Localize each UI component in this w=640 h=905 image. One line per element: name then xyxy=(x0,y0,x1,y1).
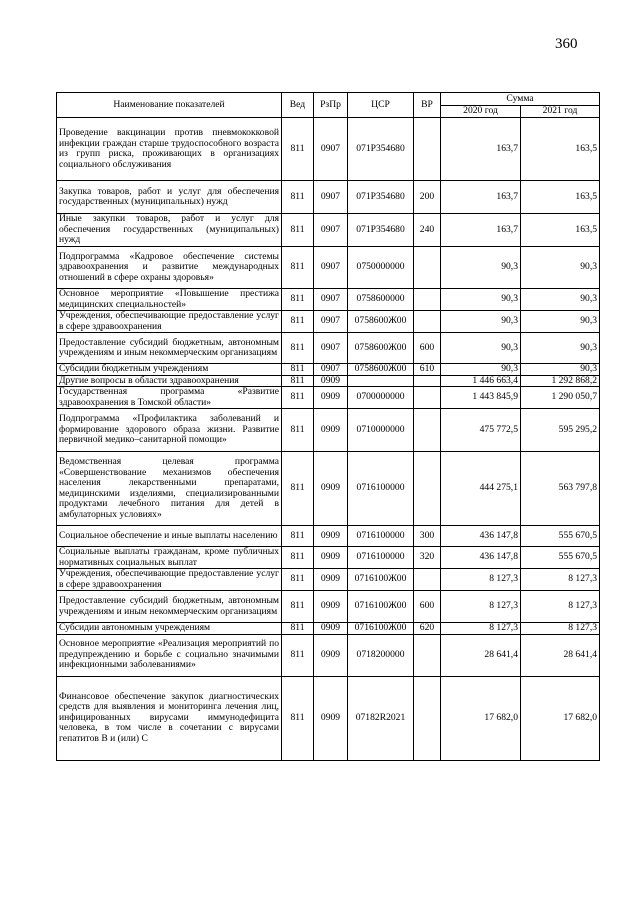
cell-2020: 90,3 xyxy=(441,333,521,364)
cell-2020: 8 127,3 xyxy=(441,591,521,623)
cell-name: Иные закупки товаров, работ и услуг для обеспечения государственных (муниципальных) нужд xyxy=(57,214,282,247)
cell-vr: 300 xyxy=(414,526,441,547)
cell-ved: 811 xyxy=(282,526,314,547)
cell-2021: 8 127,3 xyxy=(521,591,600,623)
cell-2020: 475 772,5 xyxy=(441,409,521,452)
cell-2020: 163,7 xyxy=(441,118,521,181)
cell-2021: 1 292 868,2 xyxy=(521,375,600,387)
table-row xyxy=(57,214,600,247)
cell-rzpr: 0907 xyxy=(314,364,348,376)
cell-vr xyxy=(414,375,441,387)
table-row xyxy=(57,452,600,526)
cell-name: Основное мероприятие «Повышение престижа медицинских специальностей» xyxy=(57,289,282,311)
cell-rzpr: 0907 xyxy=(314,214,348,247)
cell-name: Подпрограмма «Кадровое обеспечение системы здравоохранения и развитие международных отношений в сфере охраны здоровья» xyxy=(57,247,282,289)
cell-vr xyxy=(414,634,441,676)
cell-csr: 0716100000 xyxy=(348,547,414,569)
header-2021: 2021 год xyxy=(521,106,600,118)
table-row xyxy=(57,118,600,181)
table-row xyxy=(57,181,600,214)
header-rzpr: РзПр xyxy=(314,93,348,118)
cell-name: Закупка товаров, работ и услуг для обеспечения государственных (муниципальных) нужд xyxy=(57,181,282,214)
cell-vr xyxy=(414,289,441,311)
cell-vr xyxy=(414,676,441,760)
table-body xyxy=(57,118,600,761)
cell-name: Подпрограмма «Профилактика заболеваний и формирование здорового образа жизни. Развитие первичной медико–санитарной помощи» xyxy=(57,409,282,452)
cell-rzpr: 0909 xyxy=(314,591,348,623)
cell-csr: 0716100Ж00 xyxy=(348,623,414,635)
cell-ved: 811 xyxy=(282,289,314,311)
cell-rzpr: 0909 xyxy=(314,387,348,409)
cell-rzpr: 0909 xyxy=(314,676,348,760)
cell-2020: 163,7 xyxy=(441,181,521,214)
cell-csr: 0718200000 xyxy=(348,634,414,676)
cell-csr: 07182R2021 xyxy=(348,676,414,760)
table-row xyxy=(57,409,600,452)
table-row xyxy=(57,247,600,289)
cell-name: Социальные выплаты гражданам, кроме публичных нормативных социальных выплат xyxy=(57,547,282,569)
cell-vr: 320 xyxy=(414,547,441,569)
cell-csr: 0716100Ж00 xyxy=(348,569,414,591)
cell-name: Основное мероприятие «Реализация мероприятий по предупреждению и борьбе с социально значимыми инфекционными заболеваниями» xyxy=(57,634,282,676)
table-row xyxy=(57,634,600,676)
cell-ved: 811 xyxy=(282,247,314,289)
cell-vr: 240 xyxy=(414,214,441,247)
cell-rzpr: 0909 xyxy=(314,547,348,569)
header-2020: 2020 год xyxy=(441,106,521,118)
cell-2021: 90,3 xyxy=(521,364,600,376)
cell-rzpr: 0907 xyxy=(314,333,348,364)
cell-rzpr: 0909 xyxy=(314,452,348,526)
cell-csr: 0758600000 xyxy=(348,289,414,311)
cell-rzpr: 0907 xyxy=(314,311,348,333)
cell-ved: 811 xyxy=(282,409,314,452)
cell-ved: 811 xyxy=(282,311,314,333)
cell-2021: 563 797,8 xyxy=(521,452,600,526)
cell-vr xyxy=(414,569,441,591)
cell-2020: 1 443 845,9 xyxy=(441,387,521,409)
cell-2020: 436 147,8 xyxy=(441,547,521,569)
table-row xyxy=(57,623,600,635)
table-row xyxy=(57,526,600,547)
table-row xyxy=(57,289,600,311)
cell-vr xyxy=(414,409,441,452)
cell-name: Учреждения, обеспечивающие предоставление услуг в сфере здравоохранения xyxy=(57,569,282,591)
cell-ved: 811 xyxy=(282,634,314,676)
cell-vr xyxy=(414,118,441,181)
table-row xyxy=(57,569,600,591)
cell-rzpr: 0909 xyxy=(314,623,348,635)
cell-ved: 811 xyxy=(282,547,314,569)
cell-2020: 90,3 xyxy=(441,311,521,333)
cell-2020: 28 641,4 xyxy=(441,634,521,676)
cell-2020: 90,3 xyxy=(441,289,521,311)
cell-rzpr: 0909 xyxy=(314,526,348,547)
cell-2020: 8 127,3 xyxy=(441,623,521,635)
cell-ved: 811 xyxy=(282,591,314,623)
cell-name: Другие вопросы в области здравоохранения xyxy=(57,375,282,387)
cell-ved: 811 xyxy=(282,375,314,387)
cell-2020: 17 682,0 xyxy=(441,676,521,760)
cell-2021: 8 127,3 xyxy=(521,623,600,635)
cell-vr: 200 xyxy=(414,181,441,214)
cell-csr: 071P354680 xyxy=(348,118,414,181)
cell-name: Учреждения, обеспечивающие предоставление услуг в сфере здравоохранения xyxy=(57,311,282,333)
header-name: Наименование показателей xyxy=(57,93,282,118)
budget-table xyxy=(56,92,600,761)
cell-ved: 811 xyxy=(282,364,314,376)
cell-ved: 811 xyxy=(282,118,314,181)
cell-rzpr: 0907 xyxy=(314,289,348,311)
cell-csr: 0750000000 xyxy=(348,247,414,289)
cell-rzpr: 0909 xyxy=(314,634,348,676)
table-row xyxy=(57,333,600,364)
cell-2020: 436 147,8 xyxy=(441,526,521,547)
cell-csr: 071P354680 xyxy=(348,181,414,214)
cell-vr: 600 xyxy=(414,333,441,364)
cell-rzpr: 0907 xyxy=(314,247,348,289)
cell-csr: 0716100000 xyxy=(348,452,414,526)
header-csr: ЦСР xyxy=(348,93,414,118)
cell-csr xyxy=(348,375,414,387)
cell-2020: 8 127,3 xyxy=(441,569,521,591)
cell-ved: 811 xyxy=(282,676,314,760)
cell-vr xyxy=(414,311,441,333)
cell-2020: 163,7 xyxy=(441,214,521,247)
cell-vr xyxy=(414,247,441,289)
cell-2021: 90,3 xyxy=(521,311,600,333)
cell-rzpr: 0907 xyxy=(314,118,348,181)
cell-2020: 90,3 xyxy=(441,364,521,376)
table-row xyxy=(57,311,600,333)
cell-csr: 0758600Ж00 xyxy=(348,333,414,364)
cell-name: Финансовое обеспечение закупок диагностических средств для выявления и мониторинга лечения лиц, инфицированных вирусами иммунодефицита человека, в том числе в сочетании с вирусами гепатитов В и (или) С xyxy=(57,676,282,760)
cell-rzpr: 0909 xyxy=(314,569,348,591)
cell-2021: 28 641,4 xyxy=(521,634,600,676)
cell-rzpr: 0909 xyxy=(314,409,348,452)
table-row xyxy=(57,547,600,569)
table-row xyxy=(57,387,600,409)
cell-2020: 90,3 xyxy=(441,247,521,289)
cell-csr: 0710000000 xyxy=(348,409,414,452)
cell-rzpr: 0907 xyxy=(314,181,348,214)
table-row xyxy=(57,375,600,387)
page-number: 360 xyxy=(555,36,578,52)
cell-name: Социальное обеспечение и иные выплаты населению xyxy=(57,526,282,547)
cell-csr: 0700000000 xyxy=(348,387,414,409)
cell-name: Государственная программа «Развитие здравоохранения в Томской области» xyxy=(57,387,282,409)
cell-vr xyxy=(414,387,441,409)
cell-2021: 17 682,0 xyxy=(521,676,600,760)
cell-ved: 811 xyxy=(282,333,314,364)
cell-ved: 811 xyxy=(282,214,314,247)
cell-ved: 811 xyxy=(282,452,314,526)
cell-csr: 071P354680 xyxy=(348,214,414,247)
cell-2021: 163,5 xyxy=(521,181,600,214)
cell-2020: 1 446 663,4 xyxy=(441,375,521,387)
cell-ved: 811 xyxy=(282,387,314,409)
table-row xyxy=(57,676,600,760)
header-vr: ВР xyxy=(414,93,441,118)
table-row xyxy=(57,591,600,623)
cell-csr: 0716100000 xyxy=(348,526,414,547)
cell-ved: 811 xyxy=(282,623,314,635)
cell-csr: 0758600Ж00 xyxy=(348,364,414,376)
cell-2021: 163,5 xyxy=(521,214,600,247)
cell-name: Субсидии бюджетным учреждениям xyxy=(57,364,282,376)
cell-2021: 90,3 xyxy=(521,247,600,289)
cell-name: Субсидии автономным учреждениям xyxy=(57,623,282,635)
cell-2021: 1 290 050,7 xyxy=(521,387,600,409)
cell-vr xyxy=(414,452,441,526)
cell-2020: 444 275,1 xyxy=(441,452,521,526)
cell-2021: 595 295,2 xyxy=(521,409,600,452)
header-ved: Вед xyxy=(282,93,314,118)
cell-name: Предоставление субсидий бюджетным, автономным учреждениям и иным некоммерческим организациям xyxy=(57,333,282,364)
cell-name: Предоставление субсидий бюджетным, автономным учреждениям и иным некоммерческим организациям xyxy=(57,591,282,623)
cell-rzpr: 0909 xyxy=(314,375,348,387)
cell-name: Ведомственная целевая программа «Совершенствование механизмов обеспечения населения лекарственными препаратами, медицинскими изделиями, специализированными продуктами лечебного питания для детей в амбулаторных условиях» xyxy=(57,452,282,526)
cell-2021: 555 670,5 xyxy=(521,547,600,569)
cell-2021: 163,5 xyxy=(521,118,600,181)
cell-name: Проведение вакцинации против пневмококковой инфекции граждан старше трудоспособного возраста из групп риска, проживающих в организациях социального обслуживания xyxy=(57,118,282,181)
cell-vr: 620 xyxy=(414,623,441,635)
cell-vr: 600 xyxy=(414,591,441,623)
cell-2021: 555 670,5 xyxy=(521,526,600,547)
cell-ved: 811 xyxy=(282,569,314,591)
cell-ved: 811 xyxy=(282,181,314,214)
cell-vr: 610 xyxy=(414,364,441,376)
table-row xyxy=(57,364,600,376)
cell-2021: 90,3 xyxy=(521,289,600,311)
cell-csr: 0758600Ж00 xyxy=(348,311,414,333)
header-sum: Сумма xyxy=(441,93,600,106)
cell-2021: 90,3 xyxy=(521,333,600,364)
cell-2021: 8 127,3 xyxy=(521,569,600,591)
cell-csr: 0716100Ж00 xyxy=(348,591,414,623)
